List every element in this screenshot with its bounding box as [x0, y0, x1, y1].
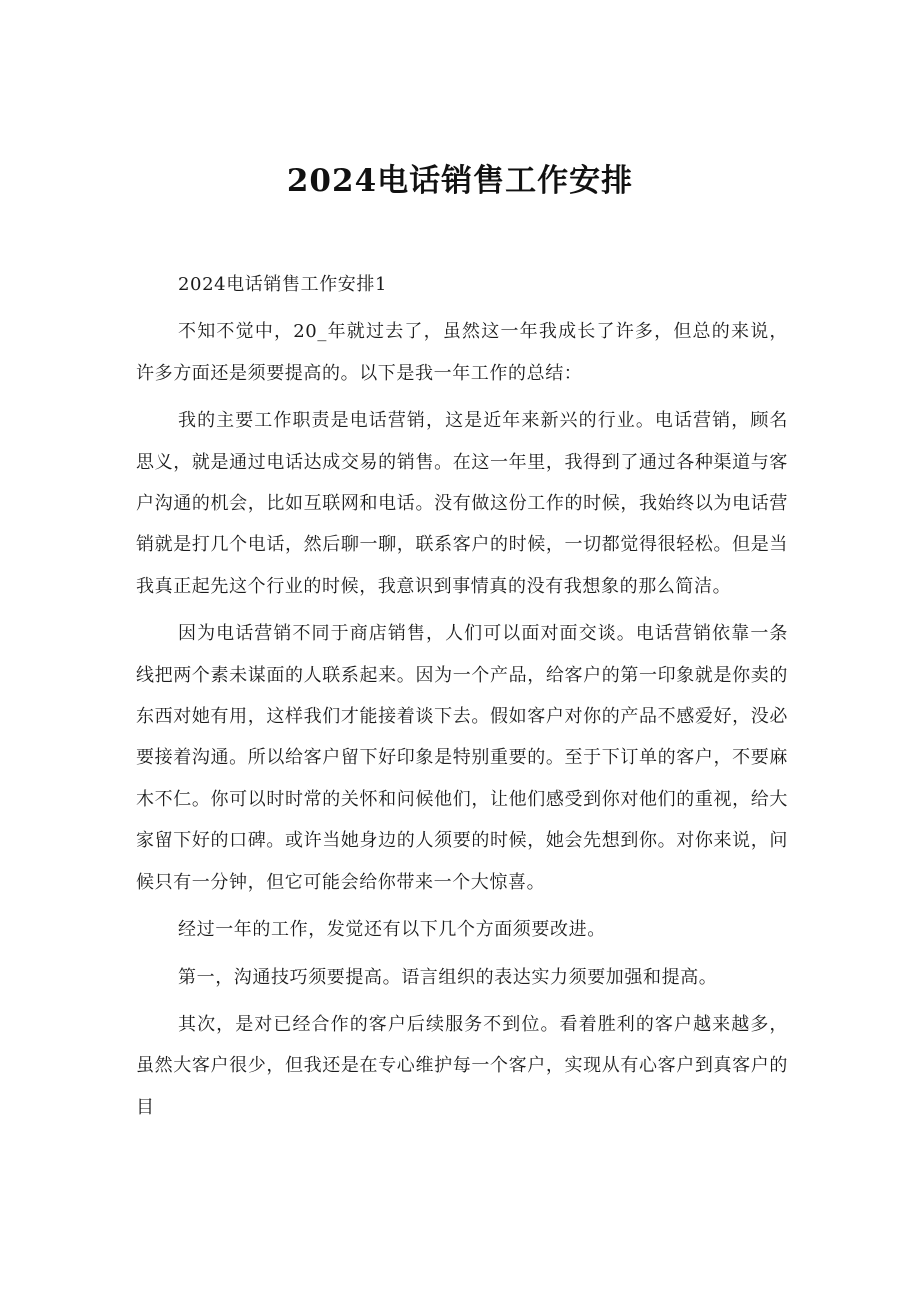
paragraph: 我的主要工作职责是电话营销，这是近年来新兴的行业。电话营销，顾名思义，就是通过电话达成交易的销售。在这一年里，我得到了通过各种渠道与客户沟通的机会，比如互联网和电话。没有做这份工作的时候，我始终以为电话营销就是打几个电话，然后聊一聊，联系客户的时候，一切都觉得很轻松。但是当我真正起先这个行业的时候，我意识到事情真的没有我想象的那么简洁。	[136, 410, 788, 597]
paragraph: 其次，是对已经合作的客户后续服务不到位。看着胜利的客户越来越多，虽然大客户很少，但我还是在专心维护每一个客户，实现从有心客户到真客户的目	[136, 1013, 788, 1118]
paragraph: 不知不觉中，20_年就过去了，虽然这一年我成长了许多，但总的来说，许多方面还是须要提高的。以下是我一年工作的总结：	[136, 321, 788, 384]
document-title: 2024电话销售工作安排	[286, 162, 634, 199]
paragraph: 第一，沟通技巧须要提高。语言组织的表达实力须要加强和提高。	[178, 966, 718, 988]
paragraph: 经过一年的工作，发觉还有以下几个方面须要改进。	[178, 919, 606, 941]
document-body	[136, 264, 788, 1134]
section-heading: 2024电话销售工作安排1	[178, 274, 388, 295]
paragraph: 因为电话营销不同于商店销售，人们可以面对面交谈。电话营销依靠一条线把两个素未谋面的人联系起来。因为一个产品，给客户的第一印象就是你卖的东西对她有用，这样我们才能接着谈下去。假如客户对你的产品不感爱好，没必要接着沟通。所以给客户留下好印象是特别重要的。至于下订单的客户，不要麻木不仁。你可以时时常的关怀和问候他们，让他们感受到你对他们的重视，给大家留下好的口碑。或许当她身边的人须要的时候，她会先想到你。对你来说，问候只有一分钟，但它可能会给你带来一个大惊喜。	[136, 623, 788, 893]
